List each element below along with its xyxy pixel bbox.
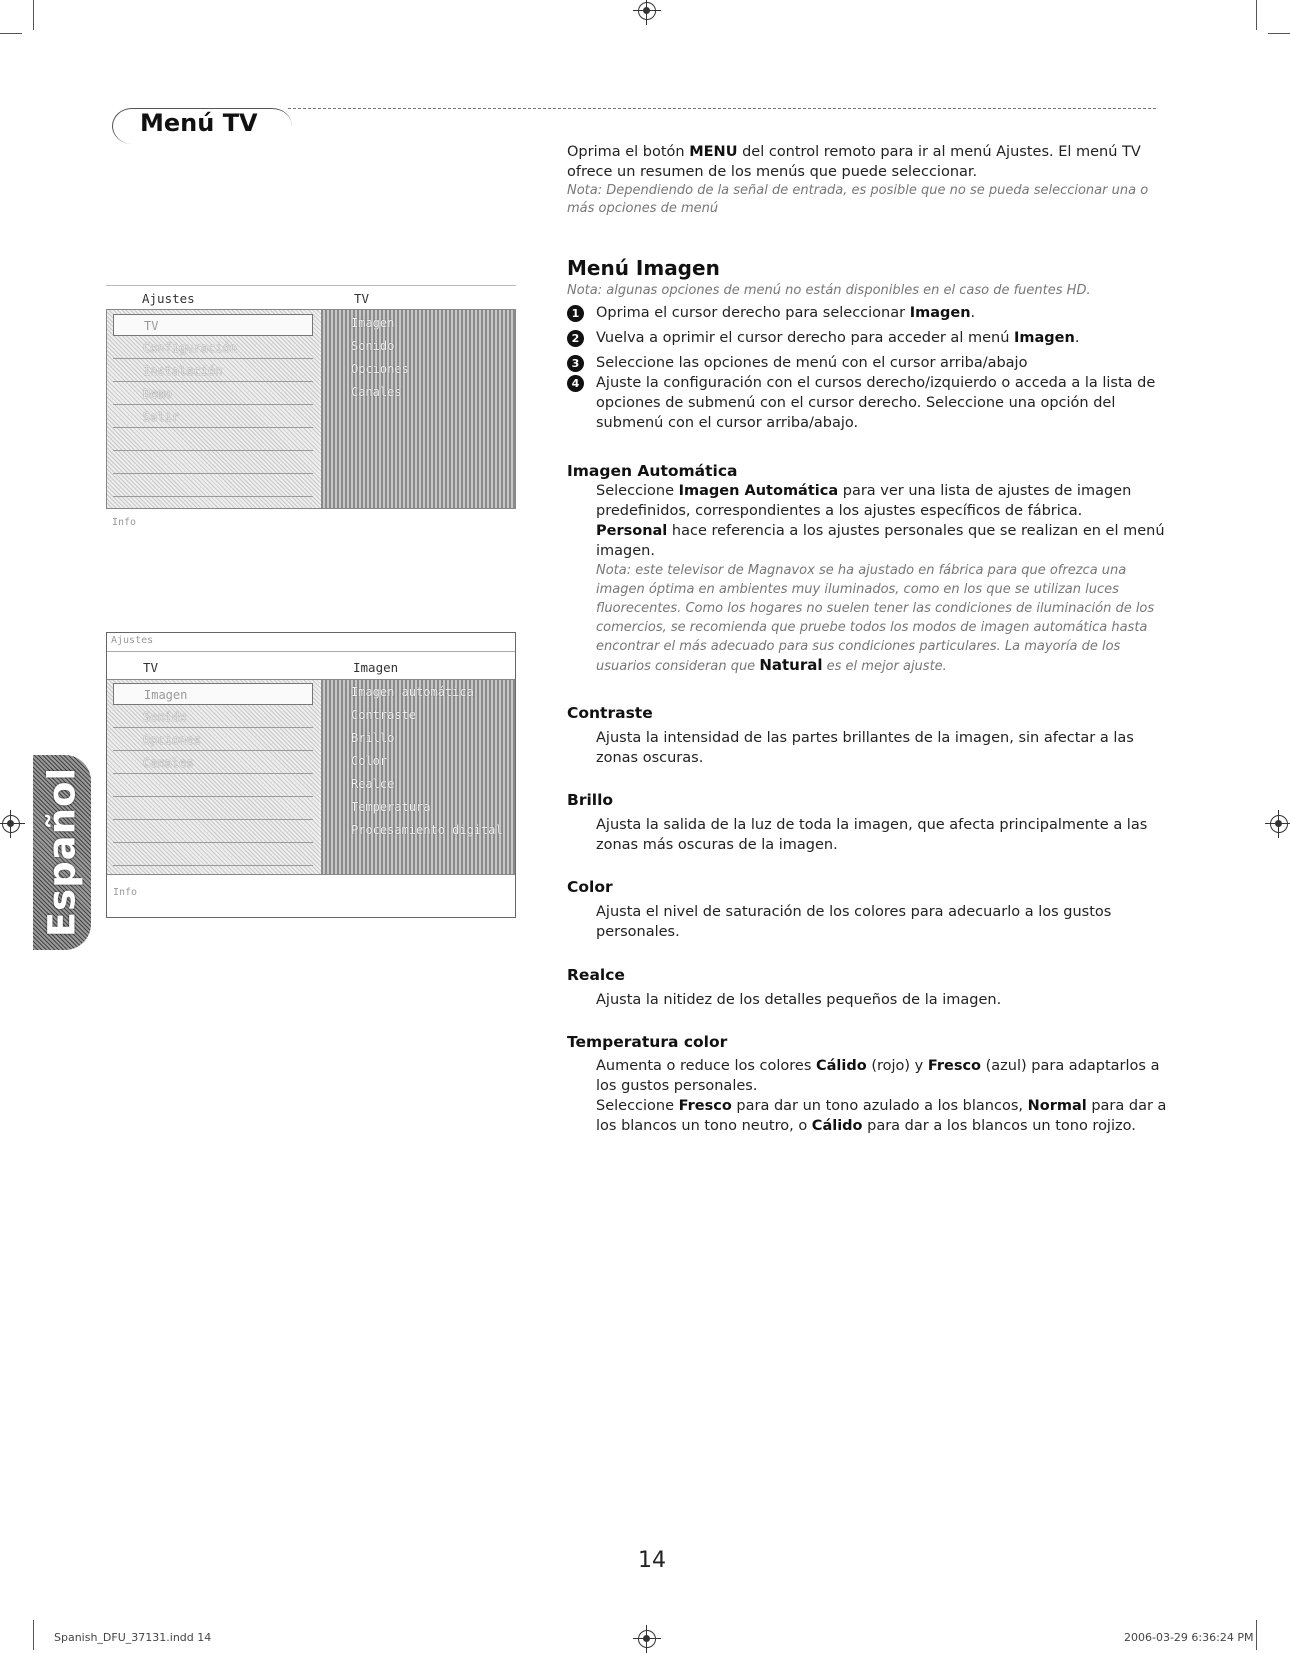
menu-row (113, 844, 313, 866)
screen-divider (107, 651, 515, 652)
menu-row-selected: Imagen (113, 683, 313, 705)
imagen-automatica-block (567, 461, 1177, 676)
menu-row: Sonido (113, 706, 313, 728)
step-item: 2 Vuelva a oprimir el cursor derecho para acceder al menú Imagen. (567, 328, 1177, 348)
intro-note: Nota: Dependiendo de la señal de entrada, es posible que no se pueda seleccionar una o más opciones de menú (567, 183, 1149, 216)
crop-mark (0, 33, 22, 34)
realce-text: Ajusta la nitidez de los detalles pequeños de la imagen. (596, 992, 1002, 1008)
screen-left-header: Ajustes (142, 291, 195, 306)
menu-row: Opciones (113, 729, 313, 751)
personal-text: Personal hace referencia a los ajustes personales que se realizan en el menú imagen. (596, 523, 1165, 559)
crop-mark (33, 1620, 34, 1650)
language-side-tab-label: Español (40, 766, 84, 938)
menu-row (113, 821, 313, 843)
color-block (567, 877, 1177, 942)
submenu-item: Color (351, 754, 388, 768)
temperatura-block (567, 1032, 1177, 1136)
step-number-icon: 4 (567, 375, 584, 392)
menu-row: Configuración (113, 337, 313, 359)
screen-top-label: Ajustes (111, 635, 154, 646)
screen-right-header: Imagen (353, 660, 399, 675)
screen-left-column (107, 680, 319, 874)
submenu-item: Temperatura (351, 800, 431, 814)
step-item: 3 Seleccione las opciones de menú con el cursor arriba/abajo (567, 353, 1177, 373)
registration-mark-icon (2, 815, 20, 833)
menu-row (113, 798, 313, 820)
footer-filename: Spanish_DFU_37131.indd 14 (54, 1631, 212, 1644)
menu-imagen-heading: Menú Imagen (567, 256, 720, 280)
imagen-automatica-text: Seleccione Imagen Automática para ver una lista de ajustes de imagen predefinidos, correspondientes a los ajustes específicos de fábrica. (596, 483, 1132, 519)
menu-screenshot-ajustes (106, 285, 516, 535)
contraste-block (567, 703, 1177, 768)
submenu-item: Realce (351, 777, 395, 791)
contraste-text: Ajusta la intensidad de las partes brillantes de la imagen, sin afectar a las zonas oscuras. (596, 730, 1134, 766)
registration-mark-icon (1270, 815, 1288, 833)
menu-row (113, 475, 313, 497)
screen-left-header: TV (143, 660, 159, 675)
submenu-item: Opciones (351, 362, 409, 376)
screen-menu-panel (106, 309, 516, 509)
crop-mark (1256, 1620, 1257, 1650)
screen-right-header: TV (354, 291, 370, 306)
intro-text: Oprima el botón MENU del control remoto para ir al menú Ajustes. El menú TV ofrece un resumen de los menús que puede seleccionar. (567, 144, 1141, 180)
registration-mark-icon (638, 2, 656, 20)
brillo-text: Ajusta la salida de la luz de toda la imagen, que afecta principalmente a las zonas más oscuras de la imagen. (596, 817, 1148, 853)
contraste-heading: Contraste (567, 704, 653, 722)
color-text: Ajusta el nivel de saturación de los colores para adecuarlo a los gustos personales. (596, 904, 1112, 940)
menu-row: Salir (113, 406, 313, 428)
menu-row (113, 429, 313, 451)
submenu-item: Canales (351, 385, 402, 399)
menu-row (113, 775, 313, 797)
submenu-item: Imagen automática (351, 685, 474, 699)
step-item: 4 Ajuste la configuración con el cursos derecho/izquierdo o acceda a la lista de opciones de submenú con el cursor derecho. Seleccione una opción del submenú con el cursor arriba/abajo. (567, 373, 1177, 433)
temperatura-heading: Temperatura color (567, 1033, 728, 1051)
screen-info-label: Info (112, 517, 137, 528)
step-number-icon: 2 (567, 330, 584, 347)
submenu-item: Contraste (351, 708, 417, 722)
submenu-item: Sonido (351, 339, 395, 353)
submenu-item: Imagen (351, 316, 395, 330)
imagen-automatica-heading: Imagen Automática (567, 462, 738, 480)
footer-timestamp: 2006-03-29 6:36:24 PM (1124, 1631, 1254, 1644)
menu-imagen-note: Nota: algunas opciones de menú no están disponibles en el caso de fuentes HD. (567, 283, 1091, 298)
imagen-automatica-note: Nota: este televisor de Magnavox se ha ajustado en fábrica para que ofrezca una imagen óptima en ambientes muy iluminados, como en los que se utilizan luces fluorecentes. Como los hogares no suelen tener las condiciones de iluminación de los comercios, se recomienda que pruebe todos los modos de imagen automática hasta encontrar el más adecuado para sus condiciones particulares. La mayoría de los usuarios consideran que Natural es el mejor ajuste. (596, 563, 1155, 674)
menu-row (113, 452, 313, 474)
screen-left-column (107, 310, 319, 508)
step-number-icon: 1 (567, 305, 584, 322)
screen-right-column (321, 310, 515, 508)
menu-row: Demo (113, 383, 313, 405)
intro-block (567, 142, 1177, 218)
menu-row: Canales (113, 752, 313, 774)
brillo-block (567, 790, 1177, 855)
realce-heading: Realce (567, 966, 625, 984)
crop-mark (1256, 0, 1257, 30)
screen-top-rule (106, 285, 516, 286)
menu-row-selected: TV (113, 314, 313, 336)
menu-row: Instalación (113, 360, 313, 382)
registration-mark-icon (638, 1630, 656, 1648)
screen-right-column (321, 680, 515, 874)
submenu-item: Brillo (351, 731, 395, 745)
header-rule (288, 108, 1156, 109)
section-title: Menú TV (140, 109, 258, 137)
screen-menu-panel (107, 679, 515, 875)
crop-mark (1268, 33, 1290, 34)
menu-imagen-block (567, 258, 1177, 433)
page-number: 14 (638, 1548, 666, 1573)
brillo-heading: Brillo (567, 791, 614, 809)
temperatura-text-2: Seleccione Fresco para dar un tono azulado a los blancos, Normal para dar a los blancos un tono neutro, o Cálido para dar a los blancos un tono rojizo. (596, 1098, 1167, 1134)
menu-screenshot-imagen (106, 632, 516, 918)
crop-mark (33, 0, 34, 30)
step-number-icon: 3 (567, 355, 584, 372)
temperatura-text: Aumenta o reduce los colores Cálido (rojo) y Fresco (azul) para adaptarlos a los gustos personales. (596, 1058, 1160, 1094)
step-item: 1 Oprima el cursor derecho para seleccionar Imagen. (567, 303, 1177, 323)
realce-block (567, 965, 1177, 1010)
color-heading: Color (567, 878, 613, 896)
screen-info-label: Info (113, 887, 138, 898)
submenu-item: Procesamiento digital (351, 823, 503, 837)
